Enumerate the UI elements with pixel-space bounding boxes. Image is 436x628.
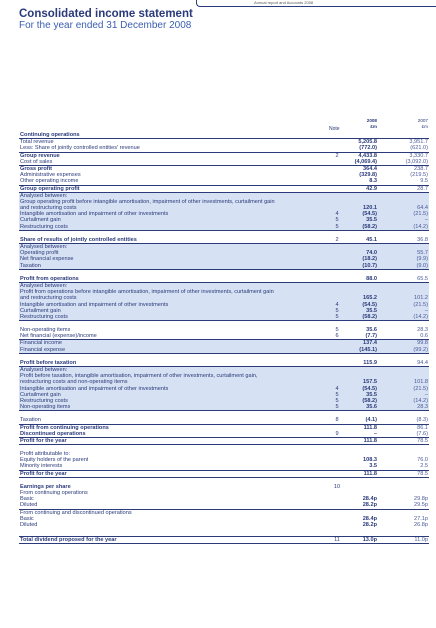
running-title: Annual report and Accounts 2008 — [254, 0, 314, 5]
row-label: Restructuring costs — [20, 223, 68, 230]
row-label: Curtailment gain — [20, 307, 61, 314]
value-2007: 0.6 — [420, 333, 428, 340]
row-label: restructuring costs and non-operating items — [20, 379, 128, 386]
value-2007: 28.3 — [417, 327, 428, 334]
row-label: Profit from continuing operations — [20, 424, 109, 431]
row-note: 10 — [333, 483, 341, 490]
value-2008: 115.9 — [363, 359, 377, 366]
row-note: 5 — [335, 391, 339, 398]
value-2007: (99.2) — [413, 346, 428, 353]
value-2007: 26.8p — [414, 521, 428, 528]
row-label: Restructuring costs — [20, 313, 68, 320]
value-2008: 165.2 — [363, 295, 377, 302]
row-label: Intangible amortisation and impairment of other investments — [20, 385, 169, 392]
value-2007: 94.4 — [417, 359, 428, 366]
value-2007: (21.5) — [413, 385, 428, 392]
table-row — [19, 437, 429, 445]
row-label: Other operating income — [20, 178, 79, 185]
row-label: and restructuring costs — [20, 205, 77, 212]
value-2008: 111.8 — [363, 424, 377, 431]
value-2007: (9.9) — [416, 256, 428, 263]
value-2007: 238.7 — [414, 165, 428, 172]
row-label: Basic — [20, 496, 34, 503]
value-2008: 137.4 — [363, 340, 377, 347]
value-2007: 28.3 — [417, 404, 428, 411]
table-row — [19, 404, 429, 411]
value-2008: (58.2) — [362, 313, 377, 320]
row-label: Analysed between: — [20, 244, 68, 250]
value-2007: 101.2 — [414, 295, 428, 302]
row-label: From continuing and discontinued operations — [20, 509, 132, 516]
row-note: 5 — [335, 404, 339, 411]
table-row — [19, 185, 429, 192]
value-2008: 364.4 — [363, 165, 377, 172]
value-2008: 88.0 — [366, 275, 377, 282]
row-label: Profit from operations — [20, 275, 79, 282]
value-2007: 101.8 — [414, 379, 428, 386]
value-2008: 111.8 — [363, 470, 377, 477]
value-2008: (58.2) — [362, 223, 377, 230]
value-2007: 86.1 — [417, 424, 428, 431]
row-label: Taxation — [20, 262, 41, 269]
row-label: Intangible amortisation and impairment of other investments — [20, 211, 169, 218]
row-note: 9 — [335, 430, 339, 437]
row-label: Curtailment gain — [20, 391, 61, 398]
row-label: Analysed between: — [20, 367, 68, 373]
value-2007: 99.8 — [417, 340, 428, 347]
table-row — [19, 165, 429, 172]
value-2007: 65.5 — [417, 275, 428, 282]
value-2008: (54.5) — [362, 385, 377, 392]
value-2007: – — [424, 391, 428, 398]
row-label: Profit for the year — [20, 437, 67, 444]
value-2007: 55.7 — [417, 250, 428, 257]
value-2008: 35.5 — [366, 391, 377, 398]
value-2007: (3,092.0) — [405, 158, 428, 165]
row-note: 4 — [335, 211, 339, 218]
row-label: Net financial expense — [20, 256, 74, 263]
value-2007: (14.2) — [413, 313, 428, 320]
row-note: 2 — [335, 236, 339, 243]
row-label: Diluted — [20, 502, 38, 509]
row-label: Profit before taxation, intangible amortisation, impairment of other investments, curtailment gain, — [20, 373, 258, 380]
value-2007: 29.5p — [414, 502, 428, 509]
value-2007: 27.1p — [414, 515, 428, 522]
page-title: Consolidated income statement — [19, 8, 193, 20]
value-2007: 29.8p — [414, 496, 428, 503]
row-label: Diluted — [20, 521, 38, 528]
header-rule — [196, 0, 436, 7]
value-2008: 8.3 — [369, 178, 377, 185]
value-2007: 36.8 — [417, 236, 428, 243]
page-header — [0, 0, 436, 40]
row-spacer — [19, 528, 429, 536]
row-label: Taxation — [20, 417, 41, 424]
table-row — [19, 366, 429, 373]
value-2008: (54.5) — [362, 301, 377, 308]
table-row — [19, 243, 429, 250]
value-2007: (21.5) — [413, 301, 428, 308]
value-2008: 108.3 — [363, 457, 377, 464]
value-2007: – — [424, 307, 428, 314]
table-row — [19, 424, 429, 431]
row-label: Non-operating items — [20, 404, 71, 411]
value-2007: (8.3) — [416, 417, 428, 424]
row-label: Earnings per share — [20, 483, 71, 490]
value-2007: 9.5 — [420, 178, 428, 185]
value-2007: (14.2) — [413, 397, 428, 404]
table-row — [19, 509, 429, 516]
value-2008: 111.8 — [363, 437, 377, 444]
value-2007: (219.5) — [410, 172, 428, 179]
row-label: Cost of sales — [20, 158, 53, 165]
value-2008: 5,205.8 — [358, 139, 377, 146]
row-label: Gross profit — [20, 165, 53, 172]
value-2008: (4.1) — [365, 417, 377, 424]
value-2008: 120.1 — [363, 205, 377, 212]
table-row — [19, 192, 429, 199]
row-label: Analysed between: — [20, 282, 68, 289]
row-note: 5 — [335, 307, 339, 314]
value-2007: 2.5 — [420, 463, 428, 470]
value-2008: 28.2p — [362, 521, 377, 528]
row-label: Less: Share of jointly controlled entities' revenue — [20, 145, 140, 152]
value-2008: (772.0) — [359, 145, 377, 152]
value-2008: 35.6 — [366, 327, 377, 334]
value-2008: 35.6 — [366, 404, 377, 411]
row-label: Profit before taxation — [20, 359, 77, 366]
table-row — [19, 347, 429, 354]
table-row — [19, 138, 429, 145]
row-label: Group revenue — [20, 152, 60, 159]
value-2008: 35.5 — [366, 217, 377, 224]
value-2007: 11.0p — [414, 537, 428, 544]
value-2008: 45.1 — [366, 236, 377, 243]
row-label: Basic — [20, 515, 34, 522]
value-2007: 3,951.7 — [409, 139, 428, 146]
value-2008: 28.2p — [362, 502, 377, 509]
row-label: Share of results of jointly controlled entities — [20, 236, 137, 243]
value-2007: (21.5) — [413, 211, 428, 218]
row-label: Intangible amortisation and impairment of other investments — [20, 301, 169, 308]
income-statement-table — [19, 118, 429, 544]
row-label: Restructuring costs — [20, 397, 68, 404]
value-2007: 28.7 — [417, 185, 428, 192]
value-2008: (54.5) — [362, 211, 377, 218]
value-2008: (4,069.4) — [354, 158, 377, 165]
value-2008: (145.1) — [359, 346, 377, 353]
value-2007: 76.0 — [417, 457, 428, 464]
table-row — [19, 282, 429, 289]
value-2008: 157.5 — [363, 379, 377, 386]
value-2008: 13.0p — [362, 537, 377, 544]
table-row — [19, 263, 429, 270]
row-label: Continuing operations — [20, 132, 80, 138]
row-label: Discontinued operations — [20, 430, 86, 437]
statement-rows — [19, 132, 429, 544]
value-2007: 64.4 — [417, 205, 428, 212]
row-note: 4 — [335, 385, 339, 392]
row-label: Profit attributable to: — [20, 451, 71, 458]
row-note: 8 — [335, 417, 339, 424]
value-2008: (10.7) — [362, 262, 377, 269]
row-note: 2 — [335, 152, 339, 159]
row-label: Total revenue — [20, 139, 54, 146]
value-2007: 3,330.7 — [409, 152, 428, 159]
table-row — [19, 314, 429, 321]
value-2007: 78.5 — [417, 470, 428, 477]
row-label: Minority interests — [20, 463, 63, 470]
row-note: 5 — [335, 313, 339, 320]
value-2008: 28.4p — [362, 496, 377, 503]
value-2007: (7.6) — [416, 430, 428, 437]
row-label: Profit from operations before intangible amortisation, impairment of other investments, curtailment gain — [20, 289, 274, 296]
value-2007: (621.0) — [410, 145, 428, 152]
row-label: Profit for the year — [20, 470, 67, 477]
column-2007: 2007 £m — [417, 118, 428, 129]
value-2008: (329.8) — [359, 172, 377, 179]
row-label: Curtailment gain — [20, 217, 61, 224]
row-note: 11 — [334, 537, 340, 544]
row-label: Operating profit — [20, 250, 59, 257]
row-note: 5 — [335, 217, 339, 224]
table-row — [19, 152, 429, 159]
table-row — [19, 224, 429, 231]
value-2008: (7.7) — [365, 333, 377, 340]
row-label: Group operating profit — [20, 185, 80, 192]
row-label: From continuing operations — [20, 490, 88, 496]
value-2008: 74.0 — [366, 250, 377, 257]
value-2008: – — [373, 430, 377, 437]
value-2008: 4,433.8 — [358, 152, 377, 159]
value-2008: 35.5 — [366, 307, 377, 314]
page-subtitle: For the year ended 31 December 2008 — [19, 20, 192, 31]
table-row — [19, 339, 429, 346]
row-label: Group operating profit before intangible amortisation, impairment of other investments, curtailment gain — [20, 198, 275, 205]
value-2007: 78.5 — [417, 437, 428, 444]
row-note: 5 — [335, 397, 339, 404]
value-2008: 28.4p — [362, 515, 377, 522]
row-label: Non-operating items — [20, 327, 71, 334]
row-note: 4 — [335, 301, 339, 308]
row-note: 5 — [335, 223, 339, 230]
column-header-row — [19, 118, 429, 132]
row-label: Equity holders of the parent — [20, 457, 89, 464]
value-2007: (14.2) — [413, 223, 428, 230]
row-label: Financial expense — [20, 346, 66, 353]
value-2008: (58.2) — [362, 397, 377, 404]
value-2008: 3.5 — [369, 463, 377, 470]
value-2008: 42.9 — [366, 185, 377, 192]
row-note: 6 — [335, 333, 339, 340]
table-row — [19, 536, 429, 544]
table-row — [19, 470, 429, 478]
row-note: 5 — [335, 327, 339, 334]
column-2008: 2008 £m — [366, 118, 377, 129]
row-label: and restructuring costs — [20, 295, 77, 302]
value-2008: (18.2) — [362, 256, 377, 263]
row-label: Administrative expenses — [20, 172, 81, 179]
table-row — [19, 522, 429, 528]
value-2007: – — [424, 217, 428, 224]
value-2007: (9.0) — [416, 262, 428, 269]
column-note: Note — [329, 126, 340, 132]
row-label: Total dividend proposed for the year — [20, 537, 117, 544]
row-label: Net financial (expense)/income — [20, 333, 97, 340]
row-label: Analysed between: — [20, 192, 68, 199]
row-label: Financial income — [20, 340, 62, 347]
